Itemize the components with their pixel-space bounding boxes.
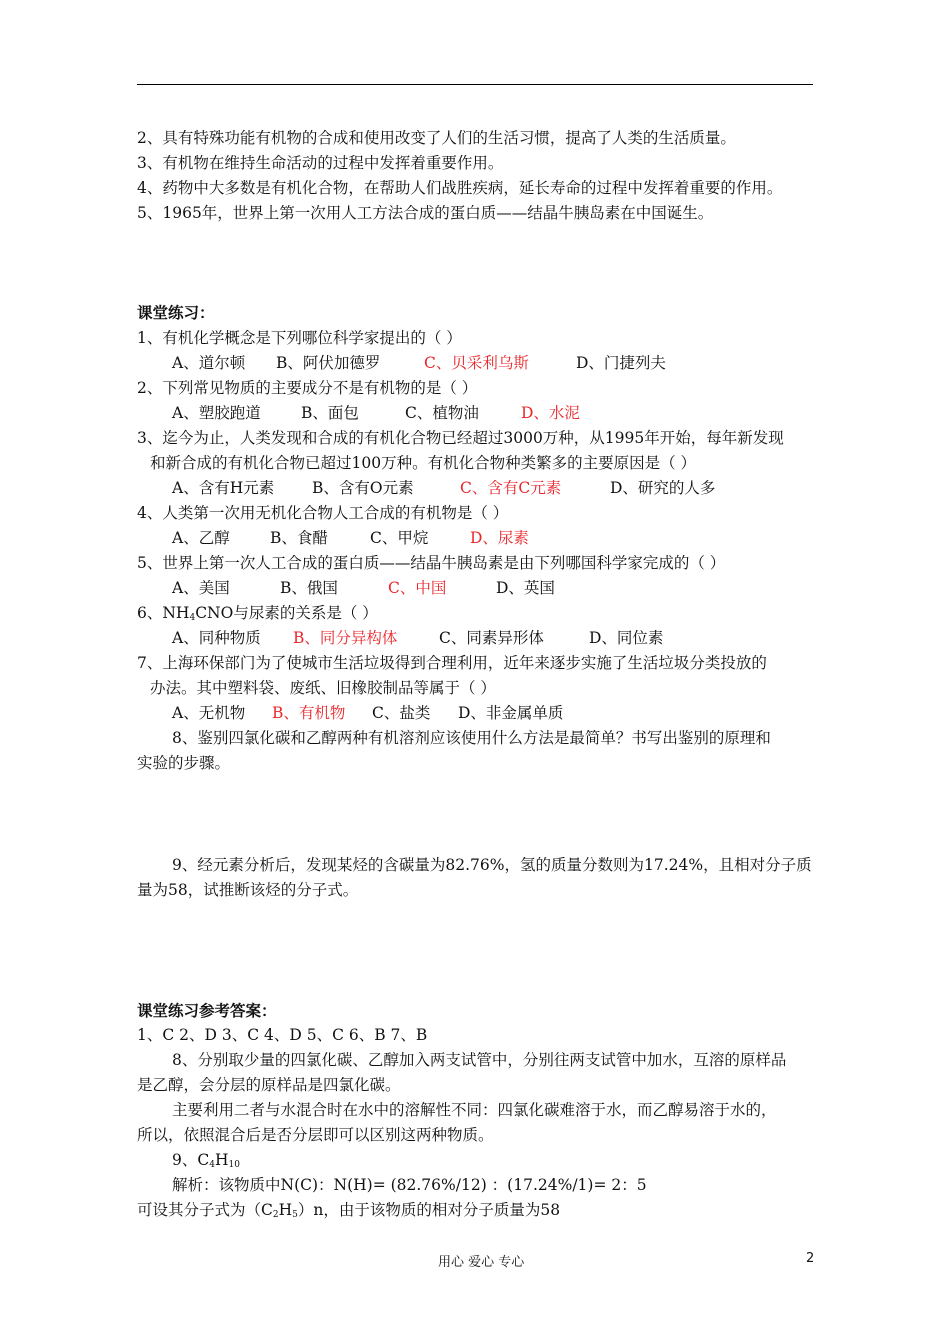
- q1-options: [172, 353, 666, 373]
- q5-option-d: D、英国: [496, 579, 555, 597]
- answer8-line1: 8、分别取少量的四氯化碳、乙醇加入两支试管中，分别往两支试管中加水，互溶的原样品: [172, 1051, 787, 1069]
- intro-line-2: 2、具有特殊功能有机物的合成和使用改变了人们的生活习惯，提高了人类的生活质量。: [137, 129, 736, 147]
- answer9-formula: [172, 1150, 240, 1175]
- q8-line2: 实验的步骤。: [137, 754, 231, 772]
- q4-option-d: D、尿素: [470, 529, 529, 547]
- q3-option-b: B、含有O元素: [312, 479, 414, 497]
- a9-sub3: 2: [272, 1210, 279, 1220]
- q6-options: [172, 628, 663, 648]
- a9-sub4: 5: [292, 1210, 298, 1220]
- q2-stem: 2、下列常见物质的主要成分不是有机物的是（ ）: [137, 379, 478, 397]
- q3-stem-line1: 3、迄今为止，人类发现和合成的有机化合物已经超过3000万种，从1995年开始，每年新发现: [137, 429, 784, 447]
- q4-stem: 4、人类第一次用无机化合物人工合成的有机物是（ ）: [137, 504, 509, 522]
- q6-option-d: D、同位素: [589, 629, 664, 647]
- q5-stem: 5、世界上第一次人工合成的蛋白质——结晶牛胰岛素是由下列哪国科学家完成的（ ）: [137, 554, 726, 572]
- q3-option-d: D、研究的人多: [610, 479, 716, 497]
- q2-option-b: B、面包: [301, 404, 359, 422]
- a9-pre: 9、C: [172, 1151, 210, 1169]
- exercise-heading: 课堂练习：: [137, 303, 215, 322]
- q2-option-d: D、水泥: [521, 404, 580, 422]
- q2-options: [172, 403, 580, 423]
- a9-sub-c: 4: [209, 1160, 215, 1170]
- q1-stem: 1、有机化学概念是下列哪位科学家提出的（ ）: [137, 329, 462, 347]
- answer8-line2: 是乙醇，会分层的原样品是四氯化碳。: [137, 1076, 401, 1094]
- q6-stem-pre: 6、NH: [137, 604, 190, 622]
- q5-option-c: C、中国: [388, 579, 447, 597]
- answer9-analysis: 解析：该物质中N(C)：N(H)= (82.76%/12) ：(17.24%/1)= 2：5: [172, 1176, 647, 1194]
- q1-option-b: B、阿伏加德罗: [276, 354, 381, 372]
- q3-options: [172, 478, 715, 498]
- q6-option-c: C、同素异形体: [439, 629, 544, 647]
- q4-option-c: C、甲烷: [370, 529, 429, 547]
- q2-option-c: C、植物油: [405, 404, 479, 422]
- q7-option-c: C、盐类: [372, 704, 431, 722]
- q3-option-c: C、含有C元素: [460, 479, 562, 497]
- q2-option-a: A、塑胶跑道: [172, 404, 261, 422]
- q8-line1: 8、鉴别四氯化碳和乙醇两种有机溶剂应该使用什么方法是最简单？书写出鉴别的原理和: [172, 729, 771, 747]
- q7-option-a: A、无机物: [172, 704, 246, 722]
- q7-option-d: D、非金属单质: [458, 704, 564, 722]
- footer-motto: 用心 爱心 专心: [438, 1255, 525, 1270]
- q4-option-b: B、食醋: [270, 529, 328, 547]
- q7-stem-line2: 办法。其中塑料袋、废纸、旧橡胶制品等属于（ ）: [150, 679, 496, 697]
- header-rule: [137, 84, 813, 85]
- q6-stem: [137, 603, 378, 628]
- a9-mid: H: [214, 1151, 229, 1169]
- answers-heading: 课堂练习参考答案：: [137, 1001, 277, 1020]
- a9-sub-h: 10: [228, 1160, 240, 1170]
- q6-option-a: A、同种物质: [172, 629, 261, 647]
- q4-options: [172, 528, 529, 548]
- q1-option-c: C、贝采利乌斯: [424, 354, 529, 372]
- q6-stem-sub: 4: [189, 613, 196, 623]
- page-number: 2: [806, 1251, 815, 1266]
- a9-pre2: 可设其分子式为（C: [137, 1201, 273, 1219]
- intro-line-3: 3、有机物在维持生命活动的过程中发挥着重要作用。: [137, 154, 504, 172]
- q3-option-a: A、含有H元素: [172, 479, 275, 497]
- q5-option-a: A、美国: [172, 579, 230, 597]
- q7-stem-line1: 7、上海环保部门为了使城市生活垃圾得到合理利用，近年来逐步实施了生活垃圾分类投放的: [137, 654, 767, 672]
- answer8-line4: 所以，依照混合后是否分层即可以区别这两种物质。: [137, 1126, 494, 1144]
- q5-options: [172, 578, 555, 598]
- q9-line1: 9、经元素分析后，发现某烃的含碳量为82.76%，氢的质量分数则为17.24%，且相对分子质: [172, 856, 812, 874]
- a9-post2: ）n，由于该物质的相对分子质量为58: [297, 1201, 561, 1219]
- q5-option-b: B、俄国: [280, 579, 338, 597]
- q7-options: [172, 703, 563, 723]
- q7-option-b: B、有机物: [272, 704, 346, 722]
- q6-stem-post: CNO与尿素的关系是（ ）: [195, 604, 378, 622]
- a9-mid2: H: [278, 1201, 293, 1219]
- q6-option-b: B、同分异构体: [293, 629, 398, 647]
- q3-stem-line2: 和新合成的有机化合物已超过100万种。有机化合物种类繁多的主要原因是（ ）: [150, 454, 697, 472]
- q9-line2: 量为58，试推断该烃的分子式。: [137, 881, 359, 899]
- q1-option-a: A、道尔顿: [172, 354, 246, 372]
- q4-option-a: A、乙醇: [172, 529, 230, 547]
- answer8-line3: 主要利用二者与水混合时在水中的溶解性不同：四氯化碳难溶于水，而乙醇易溶于水的，: [172, 1101, 777, 1119]
- q1-option-d: D、门捷列夫: [576, 354, 666, 372]
- answer9-formula-line: [137, 1200, 560, 1225]
- intro-line-4: 4、药物中大多数是有机化合物，在帮助人们战胜疾病，延长寿命的过程中发挥着重要的作用。: [137, 179, 783, 197]
- answers-choice: 1、C 2、D 3、C 4、D 5、C 6、B 7、B: [137, 1026, 428, 1044]
- intro-line-5: 5、1965年，世界上第一次用人工方法合成的蛋白质——结晶牛胰岛素在中国诞生。: [137, 204, 714, 222]
